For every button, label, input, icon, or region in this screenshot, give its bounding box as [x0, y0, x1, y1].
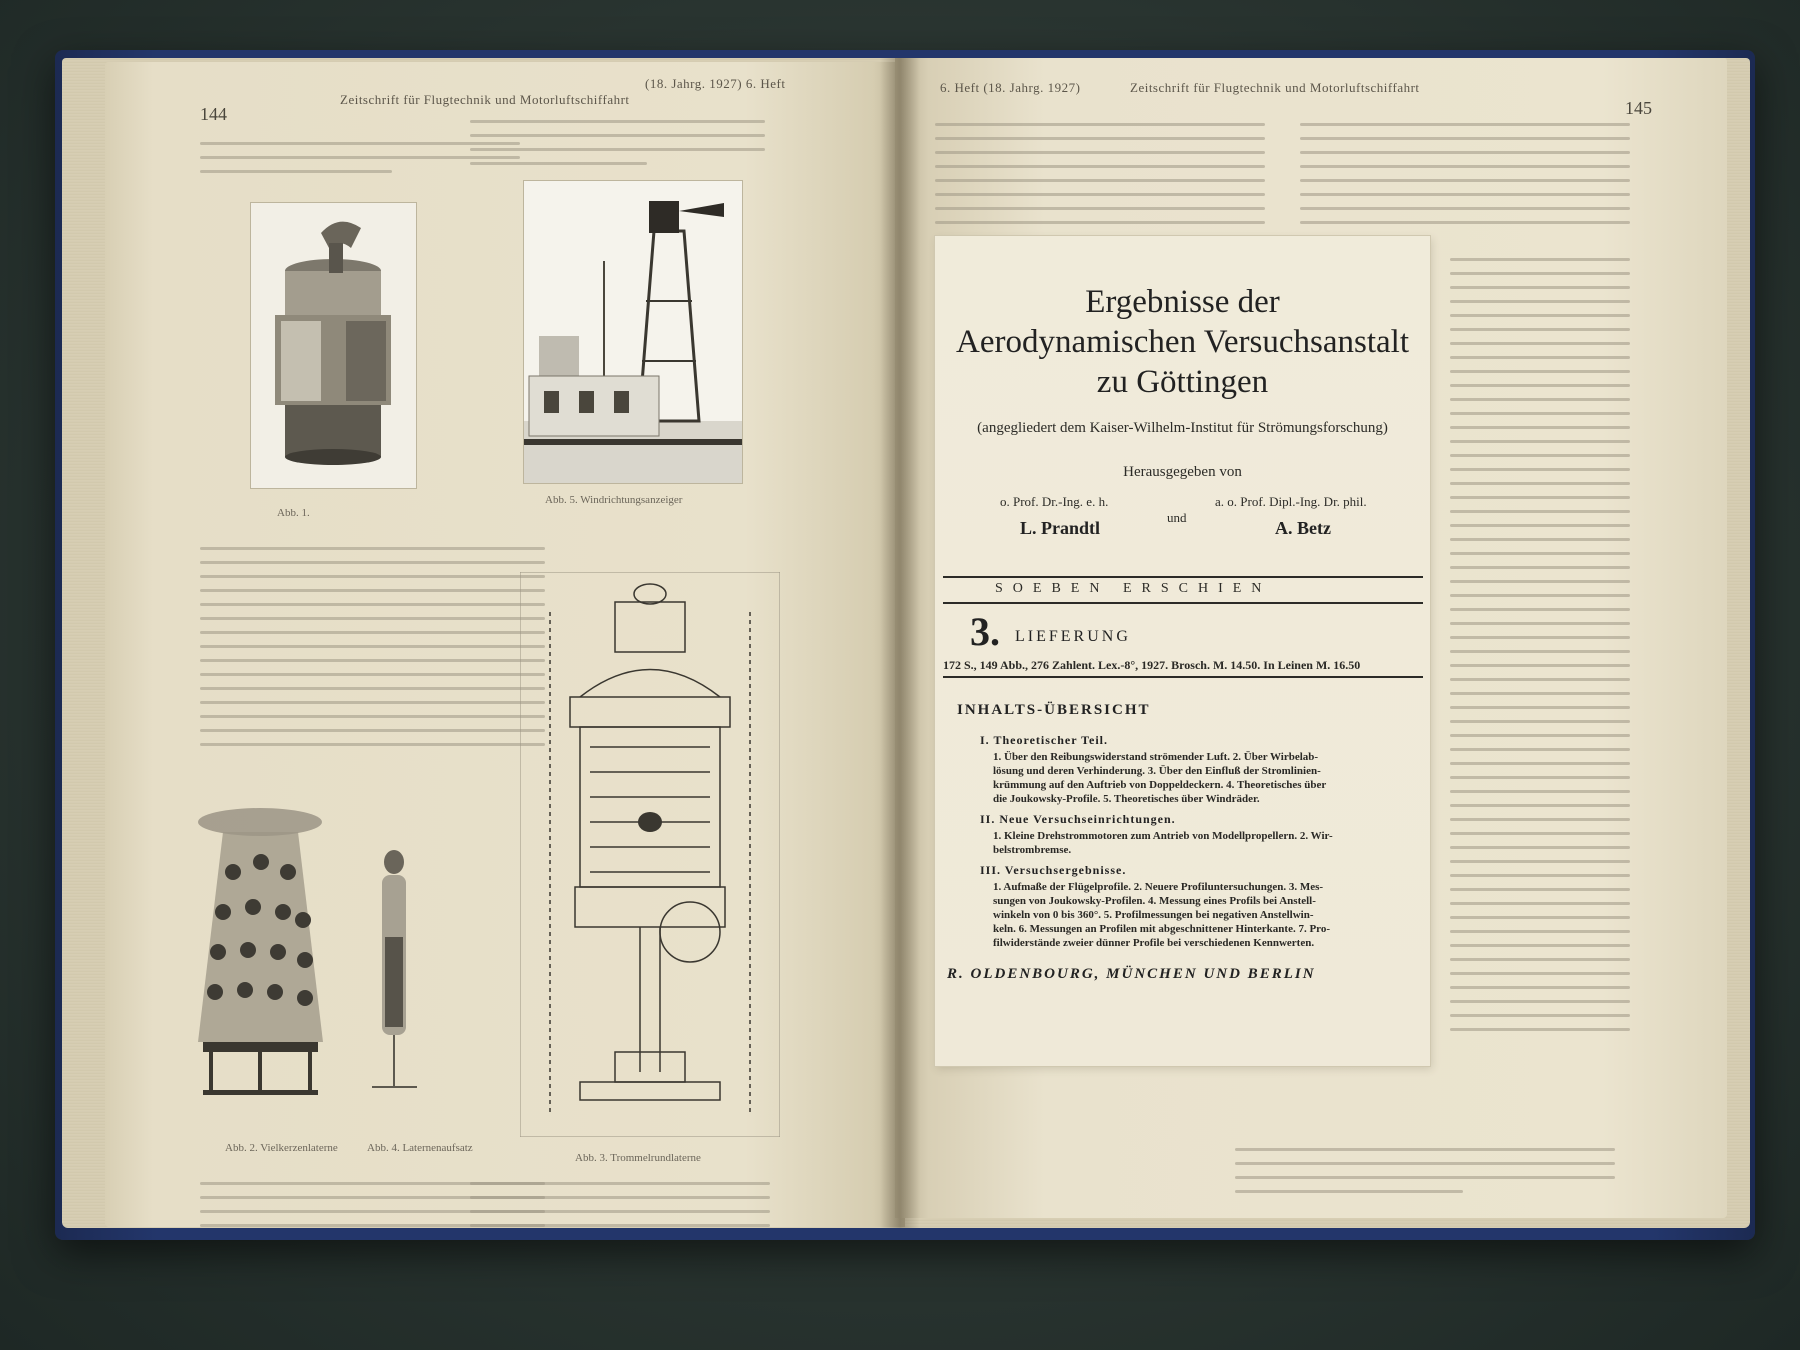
toc-section-3-line: sungen von Joukowsky-Profilen. 4. Messung eines Profils bei Anstell- — [993, 895, 1316, 907]
ad-soeben-erschien: SOEBEN ERSCHIEN — [995, 581, 1272, 596]
right-col2-top-text — [1300, 123, 1630, 235]
ad-lieferung-word: LIEFERUNG — [1015, 628, 1131, 645]
lamp-attachment-photo — [367, 847, 422, 1107]
fig3-caption: Abb. 4. Laternenaufsatz — [367, 1142, 473, 1154]
right-page-number: 145 — [1625, 98, 1652, 118]
toc-section-3-line: keln. 6. Messungen an Profilen mit abgeschnittener Hinterkante. 7. Pro- — [993, 923, 1331, 935]
left-col2-bottom-text — [470, 1182, 770, 1227]
left-page-number: 144 — [200, 104, 227, 124]
ad-editor1-title: o. Prof. Dr.-Ing. e. h. — [1000, 494, 1109, 509]
ad-editor1-name: L. Prandtl — [1020, 518, 1101, 538]
ad-publisher: R. OLDENBOURG, MÜNCHEN UND BERLIN — [947, 966, 1316, 982]
left-issue-tag: (18. Jahrg. 1927) 6. Heft — [645, 76, 786, 91]
toc-section-1-line: die Joukowsky-Profile. 5. Theoretisches über Windräder. — [993, 793, 1260, 805]
ad-rule-mid — [943, 602, 1423, 604]
right-running-head: Zeitschrift für Flugtechnik und Motorluftschiffahrt — [1130, 80, 1420, 95]
ad-toc-heading: INHALTS-ÜBERSICHT — [957, 702, 1151, 718]
ad-und: und — [1167, 510, 1187, 525]
toc-section-2-line: belstrombremse. — [993, 844, 1072, 856]
ad-lieferung-number: 3. — [970, 609, 1000, 654]
fig2-caption: Abb. 2. Vielkerzenlaterne — [225, 1142, 338, 1154]
lantern-photo — [250, 202, 417, 489]
ad-title-line3: zu Göttingen — [1096, 364, 1269, 400]
left-page — [105, 62, 905, 1227]
toc-section-3-line: winkeln von 0 bis 360°. 5. Profilmessungen bei negativen Anstellwin- — [993, 909, 1314, 921]
left-col1-middle-text — [200, 547, 545, 757]
wind-indicator-photo — [523, 180, 743, 484]
ad-rule-top — [943, 576, 1423, 578]
toc-section-3-title: III. Versuchsergebnisse. — [980, 863, 1127, 877]
ad-rule-bottom — [943, 676, 1423, 678]
ad-title-line1: Ergebnisse der — [1085, 284, 1280, 320]
ad-lieferung-info: 172 S., 149 Abb., 276 Zahlent. Lex.-8°, 1927. Brosch. M. 14.50. In Leinen M. 16.50 — [943, 658, 1361, 672]
left-col2-top-text — [470, 120, 765, 176]
toc-section-1-line: krümmung auf den Auftrieb von Doppeldeckern. 4. Theoretisches über — [993, 779, 1327, 791]
right-col1-top-text — [935, 123, 1265, 235]
right-bottom-text — [1235, 1148, 1615, 1204]
ad-title-line2: Aerodynamischen Versuchsanstalt — [955, 324, 1410, 360]
right-issue-tag: 6. Heft (18. Jahrg. 1927) — [940, 80, 1081, 95]
ad-editor2-title: a. o. Prof. Dipl.-Ing. Dr. phil. — [1215, 494, 1367, 509]
toc-section-3-line: filwiderstände zweier dünner Profile bei verschiedenen Kennwerten. — [993, 937, 1315, 949]
drum-lantern-drawing — [520, 572, 780, 1137]
multi-lamp-lantern-photo — [193, 802, 328, 1102]
ad-herausgegeben: Herausgegeben von — [1123, 464, 1242, 480]
left-running-head: Zeitschrift für Flugtechnik und Motorluftschiffahrt — [340, 92, 630, 107]
toc-section-3-line: 1. Aufmaße der Flügelprofile. 2. Neuere Profiluntersuchungen. 3. Mes- — [993, 881, 1324, 893]
ad-subtitle: (angegliedert dem Kaiser-Wilhelm-Institut für Strömungsforschung) — [977, 420, 1388, 436]
toc-section-1-line: lösung und deren Verhinderung. 3. Über den Einfluß der Stromlinien- — [993, 765, 1321, 777]
fig4-caption: Abb. 5. Windrichtungsanzeiger — [545, 494, 683, 506]
toc-section-2-title: II. Neue Versuchseinrichtungen. — [980, 812, 1176, 826]
toc-section-1-title: I. Theoretischer Teil. — [980, 733, 1109, 747]
ad-editor2-name: A. Betz — [1275, 518, 1331, 538]
publisher-advertisement — [935, 236, 1430, 1066]
fig5-caption: Abb. 3. Trommelrundlaterne — [575, 1152, 701, 1164]
fig1-caption: Abb. 1. — [277, 507, 310, 519]
right-col2-side-text — [1450, 258, 1630, 1042]
toc-section-1-line: 1. Über den Reibungswiderstand strömender Luft. 2. Über Wirbelab- — [993, 751, 1319, 763]
toc-section-2-line: 1. Kleine Drehstrommotoren zum Antrieb von Modellpropellern. 2. Wir- — [993, 830, 1333, 842]
